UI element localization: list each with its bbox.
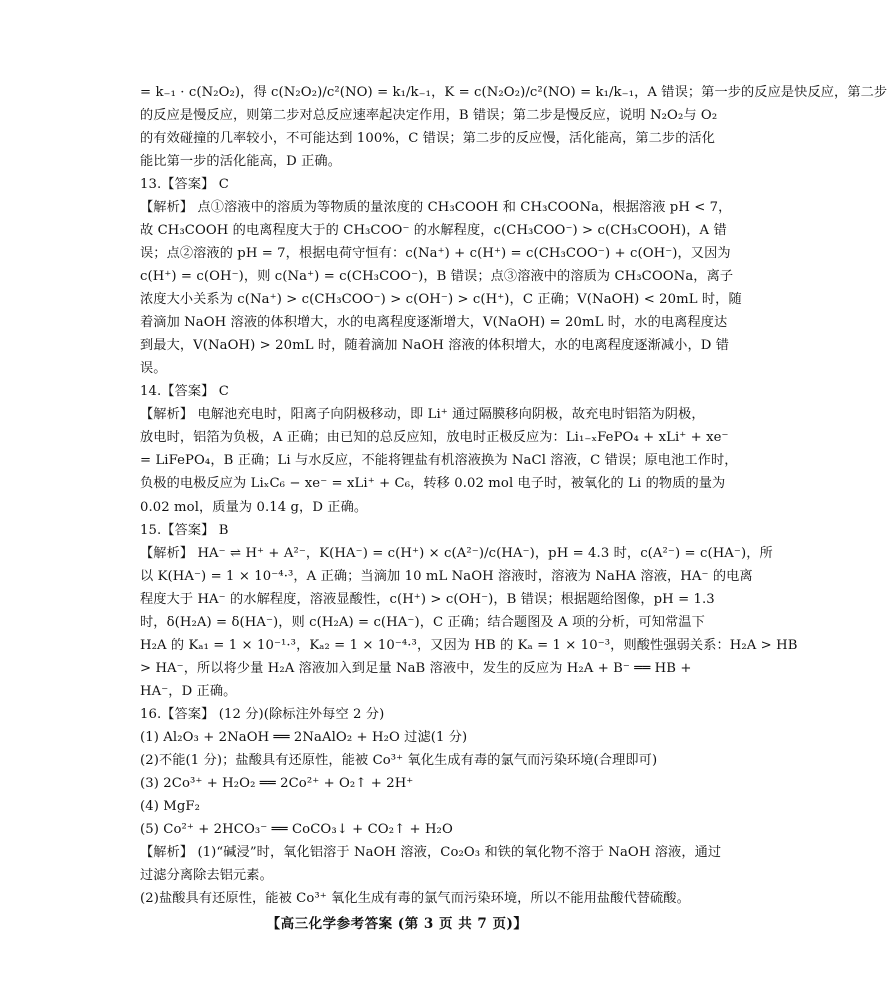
- text-line: > HA⁻，所以将少量 H₂A 溶液加入到足量 NaB 溶液中，发生的反应为 H₂A + B⁻ ══ HB +: [140, 661, 692, 676]
- text-line: HA⁻，D 正确。: [140, 684, 237, 699]
- text-line: 着滴加 NaOH 溶液的体积增大，水的电离程度逐渐增大，V(NaOH) = 20mL 时，水的电离程度达: [140, 315, 728, 330]
- text-line: 【解析】 (1)“碱浸”时，氧化铝溶于 NaOH 溶液，Co₂O₃ 和铁的氧化物不溶于 NaOH 溶液，通过: [140, 845, 722, 860]
- text-line: 误。: [140, 361, 167, 376]
- text-line: H₂A 的 Kₐ₁ = 1 × 10⁻¹·³，Kₐ₂ = 1 × 10⁻⁴·³，又因为 HB 的 Kₐ = 1 × 10⁻³，则酸性强弱关系：H₂A > HB: [140, 638, 798, 653]
- text-line: (5) Co²⁺ + 2HCO₃⁻ ══ CoCO₃↓ + CO₂↑ + H₂O: [140, 822, 453, 837]
- text-line: 【解析】 电解池充电时，阳离子向阴极移动，即 Li⁺ 通过隔膜移向阴极，故充电时铝箔为阴极，: [140, 407, 705, 422]
- text-line: 【解析】 HA⁻ ⇌ H⁺ + A²⁻，K(HA⁻) = c(H⁺) × c(A²⁻)/c(HA⁻)，pH = 4.3 时，c(A²⁻) = c(HA⁻)，所: [140, 546, 773, 561]
- text-line: 过滤分离除去铝元素。: [140, 868, 273, 883]
- text-line: 15.【答案】 B: [140, 523, 229, 538]
- text-line: (1) Al₂O₃ + 2NaOH ══ 2NaAlO₂ + H₂O 过滤(1 分): [140, 730, 468, 745]
- text-line: = k₋₁ · c(N₂O₂)，得 c(N₂O₂)/c²(NO) = k₁/k₋₁，K = c(N₂O₂)/c²(NO) = k₁/k₋₁，A 错误；第一步的反应是快反应，第二步: [140, 85, 887, 100]
- text-line: 误；点②溶液的 pH = 7，根据电荷守恒有：c(Na⁺) + c(H⁺) = c(CH₃COO⁻) + c(OH⁻)，又因为: [140, 246, 731, 261]
- text-line: 时，δ(H₂A) = δ(HA⁻)，则 c(H₂A) = c(HA⁻)，C 正确；结合题图及 A 项的分析，可知常温下: [140, 615, 705, 630]
- text-line: 负极的电极反应为 LiₓC₆ − xe⁻ = xLi⁺ + C₆，转移 0.02 mol 电子时，被氧化的 Li 的物质的量为: [140, 476, 726, 491]
- text-line: 放电时，铝箔为负极，A 正确；由已知的总反应知，放电时正极反应为：Li₁₋ₓFePO₄ + xLi⁺ + xe⁻: [140, 430, 729, 445]
- text-line: 浓度大小关系为 c(Na⁺) > c(CH₃COO⁻) > c(OH⁻) > c(H⁺)，C 正确；V(NaOH) < 20mL 时，随: [140, 292, 742, 307]
- text-line: (3) 2Co³⁺ + H₂O₂ ══ 2Co²⁺ + O₂↑ + 2H⁺: [140, 776, 414, 791]
- text-line: (4) MgF₂: [140, 799, 201, 814]
- text-line: 0.02 mol，质量为 0.14 g，D 正确。: [140, 500, 368, 515]
- text-line: 能比第一步的活化能高，D 正确。: [140, 154, 341, 169]
- text-line: 14.【答案】 C: [140, 384, 229, 399]
- text-line: 程度大于 HA⁻ 的水解程度，溶液显酸性，c(H⁺) > c(OH⁻)，B 错误；根据题给图像，pH = 1.3: [140, 592, 715, 607]
- text-line: 【解析】 点①溶液中的溶质为等物质的量浓度的 CH₃COOH 和 CH₃COONa，根据溶液 pH < 7，: [140, 200, 732, 215]
- page-footer: 【高三化学参考答案 (第 3 页 共 7 页)】: [266, 916, 528, 932]
- text-line: 到最大，V(NaOH) > 20mL 时，随着滴加 NaOH 溶液的体积增大，水的电离程度逐渐减小，D 错: [140, 338, 729, 353]
- text-line: 的有效碰撞的几率较小，不可能达到 100%，C 错误；第二步的反应慢，活化能高，第二步的活化: [140, 131, 716, 146]
- text-line: 以 K(HA⁻) = 1 × 10⁻⁴·³，A 正确；当滴加 10 mL NaOH 溶液时，溶液为 NaHA 溶液，HA⁻ 的电离: [140, 569, 753, 584]
- text-line: = LiFePO₄，B 正确；Li 与水反应，不能将锂盐有机溶液换为 NaCl 溶液，C 错误；原电池工作时，: [140, 453, 738, 468]
- text-line: (2)不能(1 分)；盐酸具有还原性，能被 Co³⁺ 氧化生成有毒的氯气而污染环境(合理即可): [140, 753, 658, 768]
- text-line: 13.【答案】 C: [140, 177, 229, 192]
- text-line: 故 CH₃COOH 的电离程度大于的 CH₃COO⁻ 的水解程度，c(CH₃COO⁻) > c(CH₃COOH)，A 错: [140, 223, 727, 238]
- text-line: 16.【答案】 (12 分)(除标注外每空 2 分): [140, 707, 385, 722]
- text-line: (2)盐酸具有还原性，能被 Co³⁺ 氧化生成有毒的氯气而污染环境，所以不能用盐酸代替硫酸。: [140, 891, 690, 906]
- text-line: c(H⁺) = c(OH⁻)，则 c(Na⁺) = c(CH₃COO⁻)，B 错误；点③溶液中的溶质为 CH₃COONa，离子: [140, 269, 734, 284]
- text-line: 的反应是慢反应，则第二步对总反应速率起决定作用，B 错误；第二步是慢反应，说明 N₂O₂与 O₂: [140, 108, 718, 123]
